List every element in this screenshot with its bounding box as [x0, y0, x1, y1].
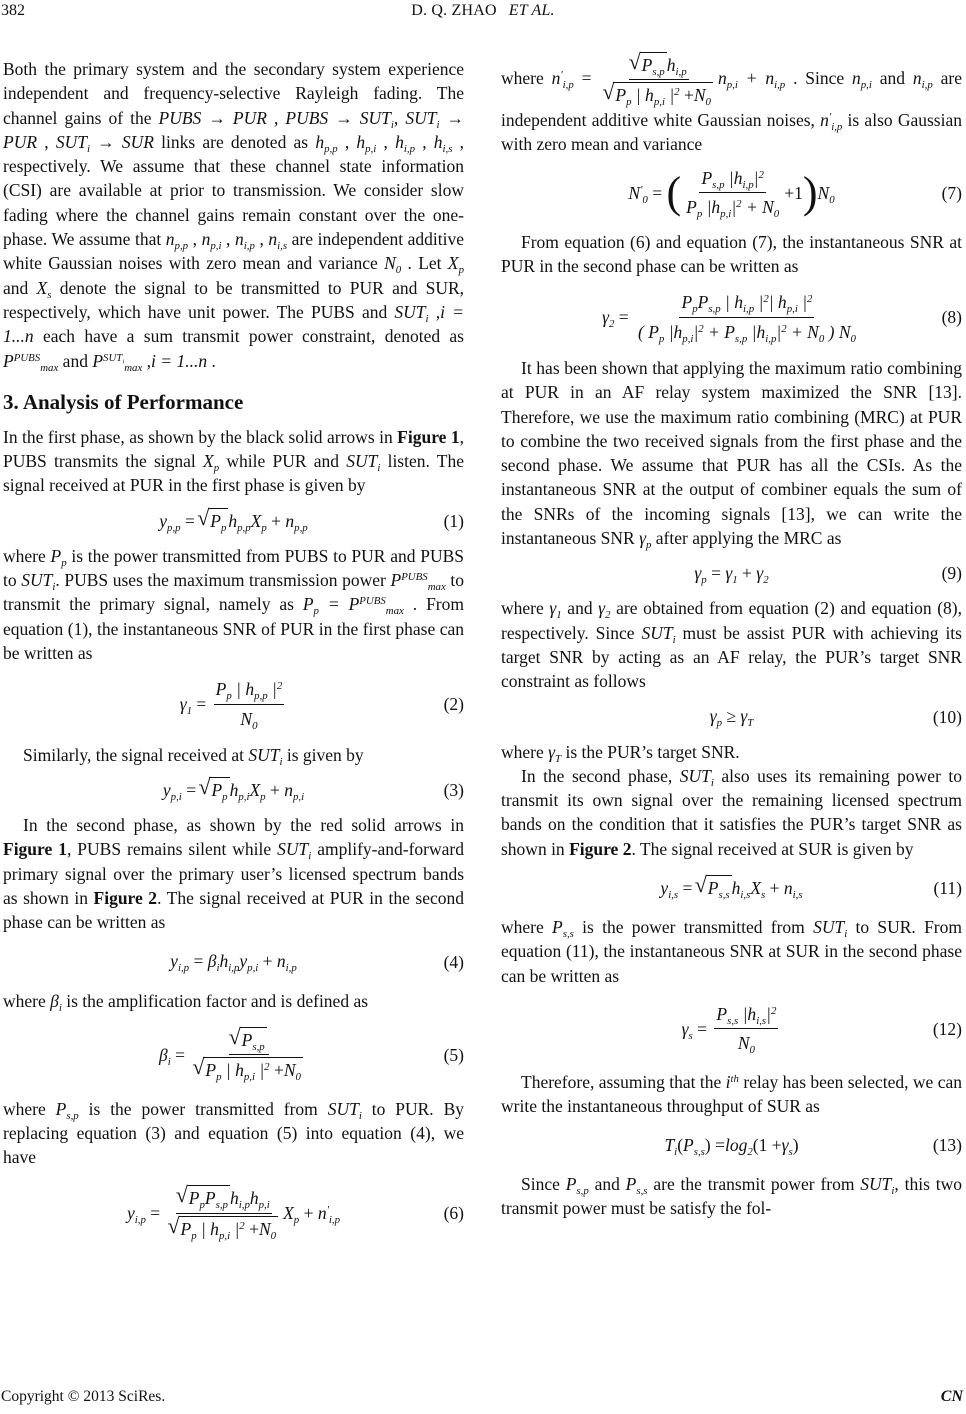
paragraph-noise-def: where $n'_{i,p}$ = √ $P_{s,p}$ $h_{i,p}$ √ $P_p$ | $h_{p,i}$ $|^2 +N_0$ $n_{p,i} + n_{i,p}$ . Since $n_{p,i}$ and $n_{i,p}$ are independent additive white Gaussian noises, $n'_{i,p}$ is also Gaussian with zero mean and variance [501, 52, 962, 156]
equation-2-number: (2) [443, 693, 464, 714]
equation-8 [501, 290, 962, 344]
equation-1-number: (1) [443, 510, 464, 531]
equation-13-number: (13) [932, 1134, 962, 1155]
equation-10-number: (10) [932, 706, 962, 727]
equation-6 [3, 1185, 464, 1241]
equation-1-body: $y_{p,p}$ = √ $P_p$ $h_{p,p}X_p$ + $n_{p,p}$ [159, 508, 307, 533]
paragraph-system-model: Both the primary system and the secondary system experience independent and frequency-selective Rayleigh fading. The channel gains of the PUBS → PUR , PUBS → $SUT_i$, $SUT_i$ → PUR , $SUT_i$ → SUR links are denoted as $h_{p,p}$ , $h_{p,i}$ , $h_{i,p}$ , $h_{i,s}$ , respectively. We assume that these channel state information (CSI) are available at prior to transmission. We consider slow fading where the channel gains remain constant over the one-phase. We assume that $n_{p,p}$ , $n_{p,i}$ , $n_{i,p}$ , $n_{i,s}$ are independent additive white Gaussian noises with zero mean and variance $N_0$ . Let $X_p$ and $X_s$ denote the signal to be transmitted to PUR and SUR, respectively, which have unit power. The PUBS and $SUT_i$ ,i = 1...n each have a sum transmit power constraint, denoted as $P^{PUBS}_{max}$ and $P^{SUT_i}_{max}$ ,i = 1...n . [3, 59, 465, 374]
equation-4-number: (4) [443, 951, 464, 972]
equation-3-body: $y_{p,i}$ = √ $P_p$ $h_{p,i}X_p$ + $n_{p,i}$ [163, 777, 304, 802]
running-head-authors: D. Q. ZHAO [411, 2, 497, 19]
paragraph-pp-power: where $P_p$ is the power transmitted from PUBS to PUR and PUBS to $SUT_i$. PUBS uses the maximum transmission power $P^{PUBS}_{max}$ to transmit the primary signal, namely as $P_p = P^{PUBS}_{max}$ . From equation (1), the instantaneous SNR of PUR in the first phase can be written as [3, 545, 465, 663]
equation-6-body: $y_{i,p}$ = √ $P_pP_{s,p}$ $h_{i,p}h_{p,i}$ √ $P_p$ | $h_{p,i}$ $|^2 +N_0$ $X_p$ + $n'_{i,p}$ [127, 1185, 340, 1241]
equation-13 [501, 1130, 962, 1160]
paragraph-amplification: where $\beta_i$ is the amplification factor and is defined as [3, 990, 369, 1014]
equation-8-body: $\gamma_2$ = $\frac{P_pP_{s,p} | h_{i,p} |^2| h_{p,i} |^2}{( P_p |h_{p,i}|^2 + P_{s,p} |h_{i,p}|^2 + N_0 ) N_0}$ [602, 292, 856, 345]
equation-2 [3, 677, 464, 731]
paragraph-psp: where $P_{s,p}$ is the power transmitted from $SUT_i$ to PUR. By replacing equation (3) and equation (5) into equation (4), we have [3, 1098, 464, 1168]
journal-abbrev: CN [940, 1388, 963, 1405]
page-number: 382 [1, 2, 25, 19]
copyright-notice: Copyright © 2013 SciRes. [1, 1388, 166, 1405]
equation-5-number: (5) [443, 1044, 464, 1065]
equation-7-body: $N'_0$ = ( $\frac{P_{s,p} |h_{i,p}|^2}{P_p |h_{p,i}|^2 + N_0}$ +1 ) $N_0$ [628, 167, 835, 221]
equation-2-body: $\gamma_1$ = $\frac{P_p | h_{p,p} |^2}{N_0}$ [179, 679, 283, 732]
section-heading: 3. Analysis of Performance [3, 389, 244, 414]
equation-5 [3, 1027, 464, 1083]
equation-9-body: $\gamma_p$ = $\gamma_1$ + $\gamma_2$ [694, 563, 769, 586]
equation-11 [501, 873, 962, 903]
equation-12-number: (12) [932, 1018, 962, 1039]
equation-10-body: $\gamma_p$ ≥ $\gamma_T$ [709, 706, 754, 730]
right-column [501, 52, 962, 1221]
equation-11-number: (11) [933, 877, 962, 898]
equation-4-body: $y_{i,p}$ = $\beta_ih_{i,p}y_{p,i}$ + $n_{i,p}$ [170, 951, 297, 975]
equation-7-number: (7) [941, 182, 962, 203]
equation-3-number: (3) [443, 779, 464, 800]
left-column [3, 57, 464, 1257]
equation-11-body: $y_{i,s}$ = √ $P_{s,s}$ $h_{i,s}X_s$ + $n_{i,s}$ [660, 875, 802, 900]
equation-12 [501, 1002, 962, 1056]
paragraph-power-constraint: Since $P_{s,p}$ and $P_{s,s}$ are the transmit power from $SUT_i$, this two transmit power must be satisfy the fol- [501, 1174, 962, 1219]
equation-10 [501, 702, 962, 732]
paragraph-gamma-sources: where $\gamma_1$ and $\gamma_2$ are obtained from equation (2) and equation (8), respectively. Since $SUT_i$ must be assist PUR with achieving its target SNR by acting as an AF relay, the PUR’s target SNR constraint as follows [501, 598, 962, 692]
paragraph-second-phase: In the second phase, as shown by the red solid arrows in Figure 1, PUBS remains silent while $SUT_i$ amplify-and-forward primary signal over the primary user’s licensed spectrum bands as shown in Figure 2. The signal received at PUR in the second phase can be written as [3, 815, 464, 933]
equation-9 [501, 558, 962, 588]
equation-3 [3, 775, 464, 805]
equation-13-body: $T_i$ ( $P_{s,s}$ ) = $\log_2$ (1 + $\gamma_s$ ) [664, 1134, 799, 1158]
paragraph-mrc: It has been shown that applying the maximum ratio combining at PUR in an AF relay system maximized the SNR [13]. Therefore, we use the maximum ratio combining (MRC) at PUR to combine the two received signals from the first phase and the second phase. We assume that PUR has all the CSIs. As the instantaneous SNR at the output of combiner equals the sum of the SNRs of the incoming signals [13], we can write the instantaneous SNR $\gamma_p$ after applying the MRC as [501, 357, 962, 551]
running-head-suffix: ET AL. [508, 2, 555, 19]
equation-9-number: (9) [941, 563, 962, 584]
paragraph-pss: where $P_{s,s}$ is the power transmitted from $SUT_i$ to SUR. From equation (11), the instantaneous SNR at SUR in the second phase can be written as [501, 917, 962, 986]
equation-8-number: (8) [941, 307, 962, 328]
equation-4 [3, 947, 464, 977]
equation-7 [501, 166, 962, 220]
paragraph-throughput: Therefore, assuming that the $i^{th}$ relay has been selected, we can write the instantaneous throughput of SUR as [501, 1071, 962, 1116]
paragraph-snr-second: From equation (6) and equation (7), the instantaneous SNR at PUR in the second phase can be written as [501, 231, 962, 277]
running-head [0, 2, 966, 20]
paragraph-first-phase: In the first phase, as shown by the black solid arrows in Figure 1, PUBS transmits the signal $X_p$ while PUR and $SUT_i$ listen. The signal received at PUR in the first phase is given by [3, 426, 464, 496]
equation-6-number: (6) [443, 1203, 464, 1224]
paragraph-signal-sut: Similarly, the signal received at $SUT_i$ is given by [23, 744, 364, 768]
equation-1 [3, 506, 464, 536]
equation-5-body: $\beta_i$ = √ $P_{s,p}$ √ $P_p$ | $h_{p,i}$ $|^2 +N_0$ [159, 1027, 308, 1083]
paragraph-remaining-power: In the second phase, $SUT_i$ also uses its remaining power to transmit its own signal over the remaining licensed spectrum bands on the condition that it satisfies the PUR’s target SNR as shown in Figure 2. The signal received at SUR is given by [501, 765, 962, 859]
equation-12-body: $\gamma_s$ = $\frac{P_{s,s} |h_{i,s}|^2}{N_0}$ [681, 1003, 777, 1056]
paragraph-target-snr: where $\gamma_T$ is the PUR’s target SNR. [501, 741, 740, 765]
